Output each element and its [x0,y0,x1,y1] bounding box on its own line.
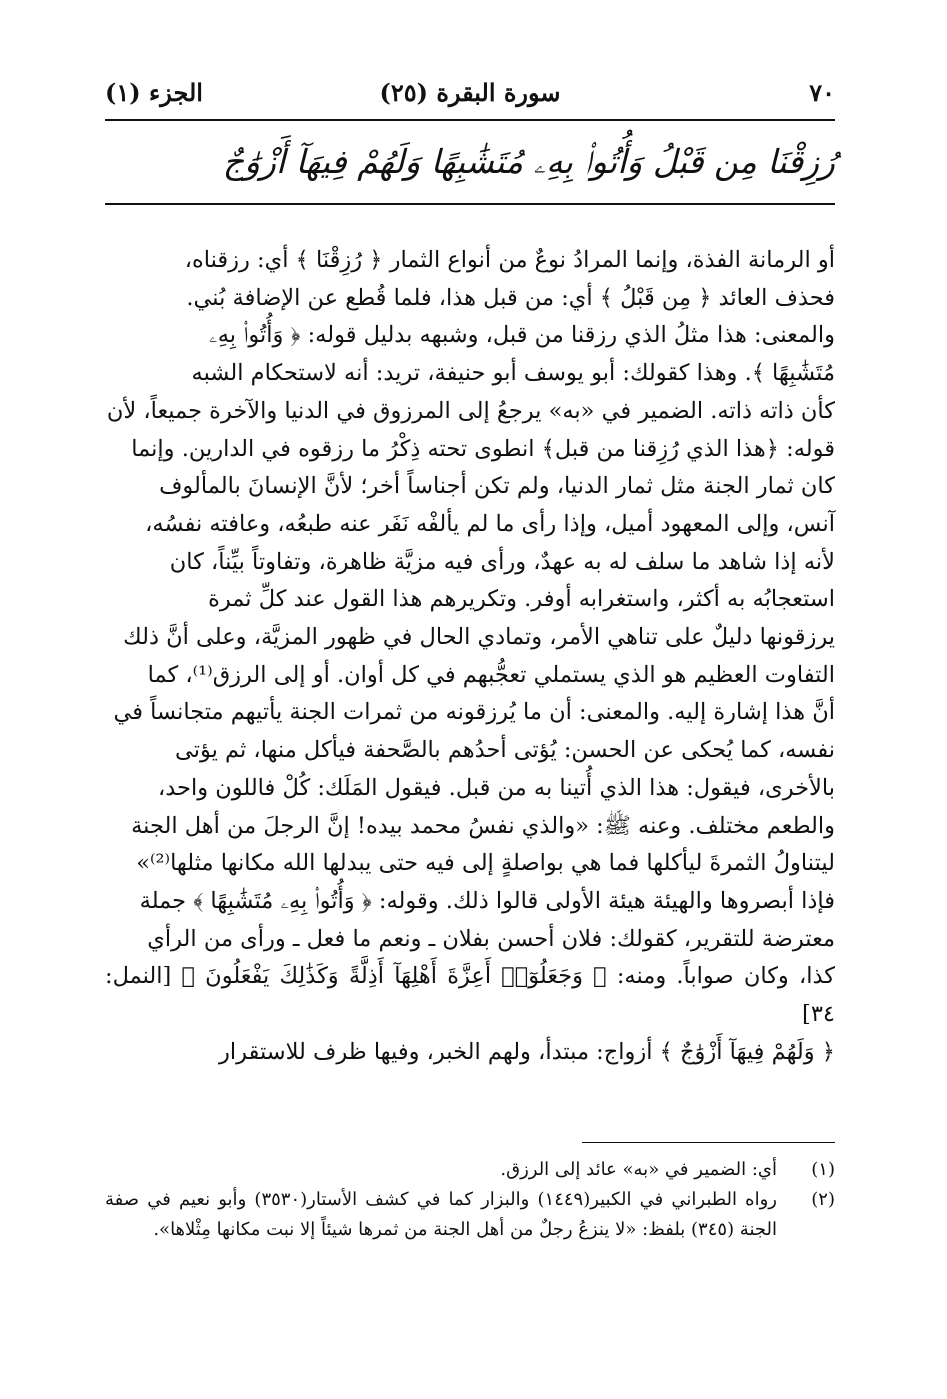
body-line: ليتناولُ الثمرةَ ليأكلها فما هي بواصلةٍ إلى فيه حتى يبدلها الله مكانها مثلها⁽²⁾» [136,850,835,877]
body-line: مُتَشَٰبِهًا ﴾. وهذا كقولك: أبو يوسف أبو حنيفة، تريد: أنه لاستحكام الشبه [191,360,835,387]
body-line: والمعنى: هذا مثلُ الذي رزقنا من قبل، وشبهه بدليل قوله: ﴿ وَأُتُوا۟ بِهِۦ [209,322,835,349]
body-line: قوله: ﴿هذا الذي رُزِقنا من قبل﴾ انطوى تحته ذِكْرُ ما رزقوه في الدارين. وإنما [131,435,835,462]
body-line: لأنه إذا شاهد ما سلف له به عهدٌ، ورأى فيه مزيَّة ظاهرة، وتفاوتاً بيِّناً، كان [169,548,835,575]
body-line: بالأخرى، فيقول: هذا الذي أُتينا به من قبل. فيقول المَلَك: كُلْ فاللون واحد، [157,774,835,801]
body-line: معترضة للتقرير، كقولك: فلان أحسن بفلان ـ ونعم ما فعل ـ ورأى من الرأي [147,925,835,952]
body-line: كأن ذاته ذاته. الضمير في «به» يرجعُ إلى المرزوق في الدنيا والآخرة جميعاً، لأن [106,397,835,424]
body-line: آنس، وإلى المعهود أميل، وإذا رأى ما لم يألفْه نَفَر عنه طبعُه، وعافته نفسُه، [145,510,835,537]
commentary-body [105,242,835,1071]
body-line: ﴿ وَلَهُمْ فِيهَآ أَزْوَٰجٌ ﴾ أزواج: مبتدأ، ولهم الخبر، وفيها ظرف للاستقرار [219,1038,835,1065]
header-rule [105,119,835,121]
footnote [105,1155,835,1185]
footnote-rule [582,1142,835,1143]
body-line: استعجابُه به أكثر، واستغرابه أوفر. وتكريرهم هذا القول عند كلِّ ثمرة [208,586,835,613]
quran-verse: رُزِقْنَا مِن قَبْلُ وَأُتُوا۟ بِهِۦ مُتَشَٰبِهًا وَلَهُمْ فِيهَآ أَزْوَٰجٌ [222,142,835,181]
page-header [105,78,835,112]
body-line: التفاوت العظيم هو الذي يستملي تعجُّبهم في كل أوان. أو إلى الرزق⁽¹⁾، كما [147,661,835,688]
body-line: نفسه، كما يُحكى عن الحسن: يُؤتى أحدُهم بالصَّحفة فيأكل منها، ثم يؤتى [174,737,835,764]
body-line: يرزقونها دليلٌ على تناهي الأمر، وتمادي الحال في ظهور المزيَّة، وعلى أنَّ ذلك [123,624,835,651]
body-line: كان ثمار الجنة مثل ثمار الدنيا، ولم تكن أجناساً أخر؛ لأنَّ الإنسانَ بالمألوف [159,473,835,500]
footnote-number: (٢) [811,1189,835,1210]
juz-label: الجزء (١) [105,78,203,107]
body-line: فحذف العائد ﴿ مِن قَبْلُ ﴾ أي: من قبل هذا، فلما قُطع عن الإضافة بُني. [186,284,835,311]
footnote-text: رواه الطبراني في الكبير(١٤٤٩) والبزار كما في كشف الأستار(٣٥٣٠) وأبو نعيم في صفة الجنة (٣٤٥) بلفظ: «لا ينزعُ رجلٌ من أهل الجنة من ثمرها شيئاً إلا نبت مكانها مِثْلاها». [105,1189,777,1240]
footnote [105,1185,835,1245]
body-line: أنَّ هذا إشارة إليه. والمعنى: أن ما يُرزقونه من ثمرات الجنة يأتيهم متجانساً في [113,699,835,726]
verse-rule [105,203,835,205]
page-number: ٧٠ [809,78,835,107]
body-line: كذا، وكان صواباً. ومنه: ﴿ وَجَعَلُوٓا۟ أَعِزَّةَ أَهْلِهَآ أَذِلَّةً وَكَذَٰلِكَ يَفْعَلُونَ ﴾ [النمل: ٣٤] [105,963,835,1028]
body-line: فإذا أبصروها والهيئة هيئة الأولى قالوا ذلك. وقوله: ﴿ وَأُتُوا۟ بِهِۦ مُتَشَٰبِهًا ﴾ جملة [139,887,835,914]
footnotes [105,1155,835,1245]
body-line: أو الرمانة الفذة، وإنما المرادُ نوعٌ من أنواع الثمار ﴿ رُزِقْنَا ﴾ أي: رزقناه، [184,247,835,273]
footnote-text: أي: الضمير في «به» عائد إلى الرزق. [500,1159,777,1180]
footnote-number: (١) [811,1159,835,1180]
body-line: والطعم مختلف. وعنه ﷺ: «والذي نفسُ محمد بيده! إنَّ الرجلَ من أهل الجنة [131,812,835,839]
surah-title: سورة البقرة (٢٥) [379,78,561,107]
